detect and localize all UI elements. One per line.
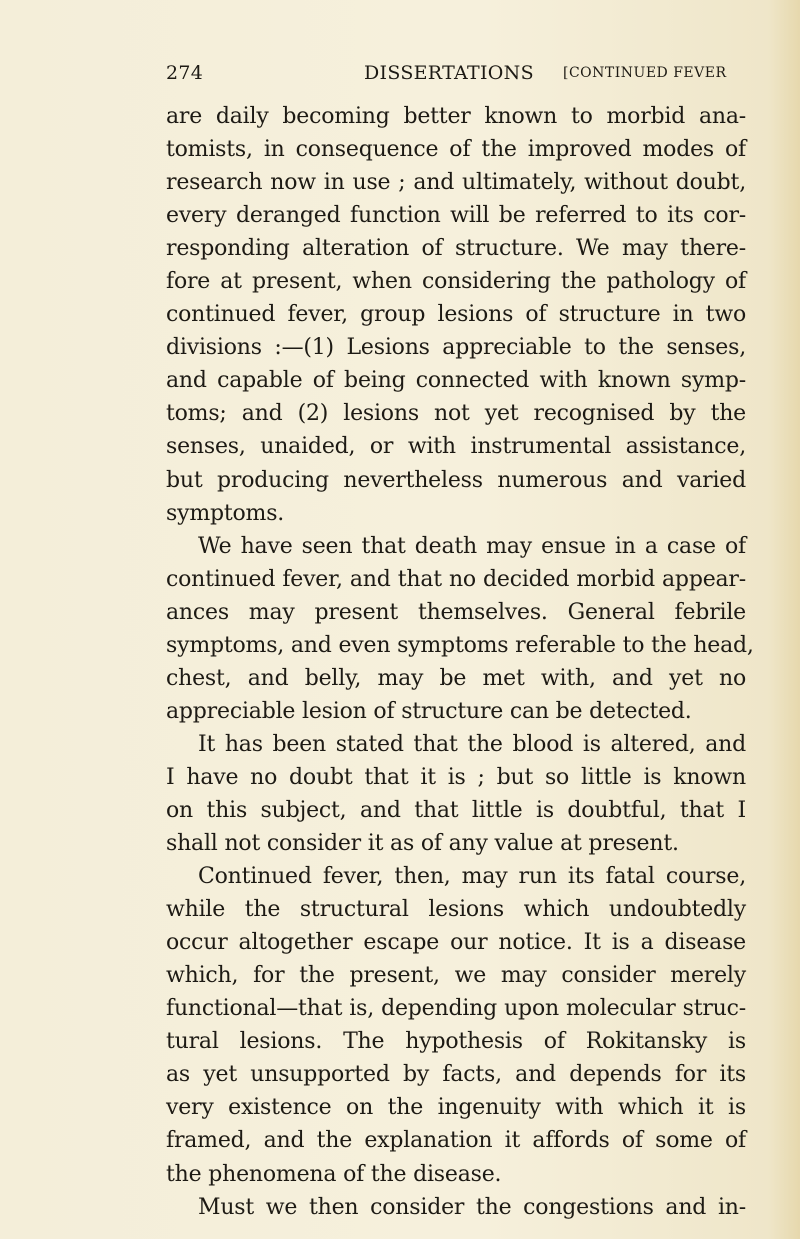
text-line: very existence on the ingenuity with which it is — [166, 1095, 746, 1121]
text-line: on this subject, and that little is doubtful, that I — [166, 797, 746, 823]
text-line: continued fever, and that no decided morbid appear- — [166, 566, 746, 592]
text-line: every deranged function will be referred to its cor- — [166, 203, 746, 229]
text-line: fore at present, when considering the pathology of — [166, 269, 746, 295]
text-line: senses, unaided, or with instrumental assistance, — [166, 434, 746, 460]
page-number: 274 — [166, 62, 204, 84]
text-line: symptoms, and even symptoms referable to the head, — [166, 632, 754, 658]
text-line: Continued fever, then, may run its fatal course, — [198, 864, 746, 890]
text-line: while the structural lesions which undoubtedly — [166, 897, 746, 923]
text-line: toms; and (2) lesions not yet recognised by the — [166, 401, 746, 427]
text-line: symptoms. — [166, 500, 285, 526]
text-line: the phenomena of the disease. — [166, 1161, 502, 1187]
text-line: continued fever, group lesions of structure in two — [166, 302, 746, 328]
text-line: as yet unsupported by facts, and depends for its — [166, 1062, 746, 1088]
text-line: and capable of being connected with known symp- — [166, 368, 746, 394]
running-header — [166, 62, 741, 92]
text-line: divisions :—(1) Lesions appreciable to the senses, — [166, 335, 746, 361]
text-line: appreciable lesion of structure can be detected. — [166, 698, 692, 724]
text-line: ances may present themselves. General febrile — [166, 599, 746, 625]
text-line: functional—that is, depending upon molecular struc- — [166, 996, 746, 1022]
text-line: We have seen that death may ensue in a case of — [198, 533, 746, 559]
text-line: chest, and belly, may be met with, and yet no — [166, 665, 746, 691]
text-line: but producing nevertheless numerous and varied — [166, 467, 746, 493]
text-line: shall not consider it as of any value at present. — [166, 831, 679, 857]
text-line: tural lesions. The hypothesis of Rokitansky is — [166, 1029, 746, 1055]
running-title: DISSERTATIONS — [364, 62, 534, 84]
section-title: [CONTINUED FEVER — [563, 65, 727, 81]
text-line: research now in use ; and ultimately, without doubt, — [166, 170, 746, 196]
text-line: Must we then consider the congestions and in- — [198, 1194, 746, 1220]
text-line: I have no doubt that it is ; but so little is known — [166, 764, 746, 790]
text-line: occur altogether escape our notice. It is a disease — [166, 930, 746, 956]
text-line: which, for the present, we may consider merely — [166, 963, 746, 989]
text-line: tomists, in consequence of the improved modes of — [166, 137, 746, 163]
text-line: framed, and the explanation it affords of some of — [166, 1128, 746, 1154]
text-line: are daily becoming better known to morbid ana- — [166, 104, 746, 129]
body-text — [166, 100, 754, 1224]
text-line: responding alteration of structure. We may there- — [166, 236, 746, 262]
text-line: It has been stated that the blood is altered, and — [198, 731, 746, 757]
